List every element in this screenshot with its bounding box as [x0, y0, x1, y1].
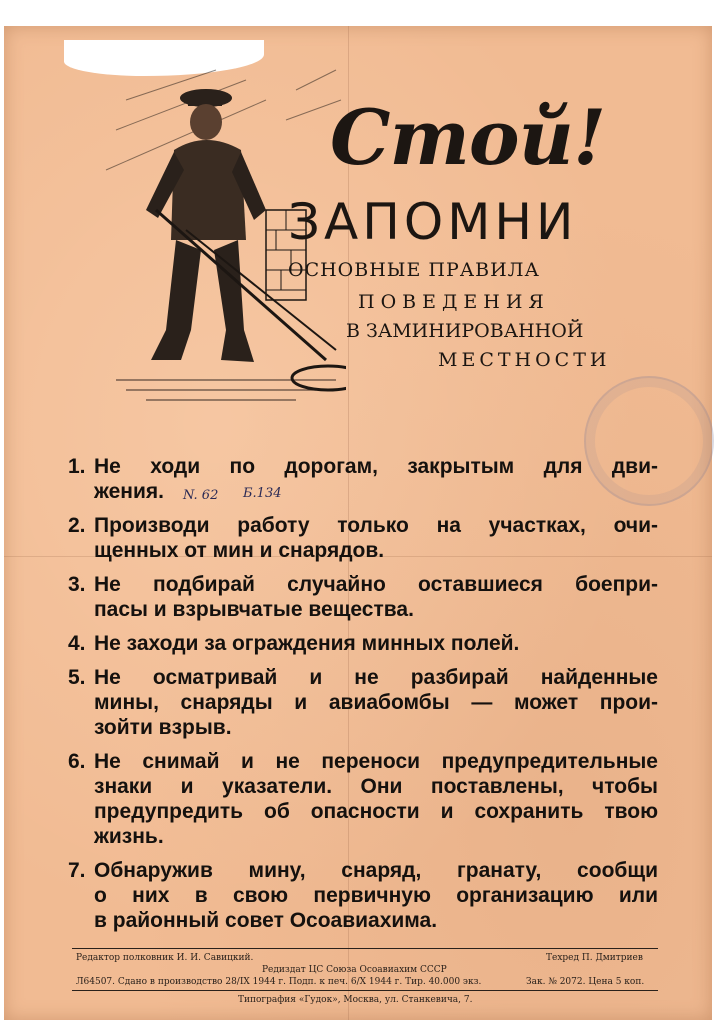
rule-text-line: жения. [94, 480, 164, 503]
rule-text-line: щенных от мин и снарядов. [94, 539, 385, 562]
rule-text-line: о них в свою первичную организацию или [94, 884, 658, 907]
rule-number: 6. [68, 750, 86, 773]
rules-list [68, 454, 658, 942]
rule-text-line: зойти взрыв. [94, 716, 232, 739]
rule-item [68, 631, 658, 656]
rule-item [68, 858, 658, 933]
rule-text-line: Не подбирай случайно оставшиеся боепри- [94, 573, 658, 596]
rule-text-line: в районный совет Осоавиахима. [94, 909, 438, 932]
rule-number: 4. [68, 632, 86, 655]
rule-text-line: Не ходи по дорогам, закрытым для дви- [94, 455, 658, 478]
footer-publisher: Редиздат ЦС Союза Осоавиахим СССР [262, 965, 447, 975]
rule-number: 5. [68, 666, 86, 689]
rule-text-line: Обнаружив мину, снаряд, гранату, сообщи [94, 859, 658, 882]
rule-text-line: предупредить об опасности и сохранить твою [94, 800, 658, 823]
rule-text-line: Не осматривай и не разбирай найденные [94, 666, 658, 689]
rule-item [68, 513, 658, 563]
rule-text-line: жизнь. [94, 825, 164, 848]
title-remember: ЗАПОМНИ [288, 193, 578, 251]
subtitle-line-4: МЕСТНОСТИ [438, 349, 611, 371]
rule-item [68, 572, 658, 622]
rule-text-line: Не снимай и не переноси предупредительные [94, 750, 658, 773]
handwritten-note-number: N. 62 [183, 488, 219, 503]
footer-printer: Типография «Гудок», Москва, ул. Станкевича, 7. [238, 995, 473, 1005]
footer-print-info: Л64507. Сдано в производство 28/IX 1944 г. Подп. к печ. 6/X 1944 г. Тир. 40.000 экз. [76, 977, 482, 987]
rule-number: 1. [68, 455, 86, 478]
footer-editor: Редактор полковник И. И. Савицкий. [76, 953, 254, 963]
footer-divider-bottom [72, 990, 658, 991]
subtitle-line-1: ОСНОВНЫЕ ПРАВИЛА [288, 259, 540, 281]
rule-text-line: Не заходи за ограждения минных полей. [94, 632, 520, 655]
rule-number: 3. [68, 573, 86, 596]
rule-text-line: Производи работу только на участках, очи- [94, 514, 658, 537]
rule-item [68, 454, 658, 504]
footer-order: Зак. № 2072. Цена 5 коп. [526, 977, 645, 987]
subtitle-line-3: В ЗАМИНИРОВАННОЙ [346, 320, 584, 342]
rule-number: 7. [68, 859, 86, 882]
handwritten-note-code: Б.134 [243, 486, 282, 501]
rule-number: 2. [68, 514, 86, 537]
title-stop: Стой! [330, 93, 606, 182]
subtitle-line-2: ПОВЕДЕНИЯ [358, 291, 550, 313]
rule-item [68, 749, 658, 849]
rule-text-line: мины, снаряды и авиабомбы — может прои- [94, 691, 658, 714]
rule-text-line: пасы и взрывчатые вещества. [94, 598, 414, 621]
rule-text-line: знаки и указатели. Они поставлены, чтобы [94, 775, 658, 798]
rule-item [68, 665, 658, 740]
footer-techred: Техред П. Дмитриев [546, 953, 643, 963]
footer-divider-top [72, 948, 658, 949]
